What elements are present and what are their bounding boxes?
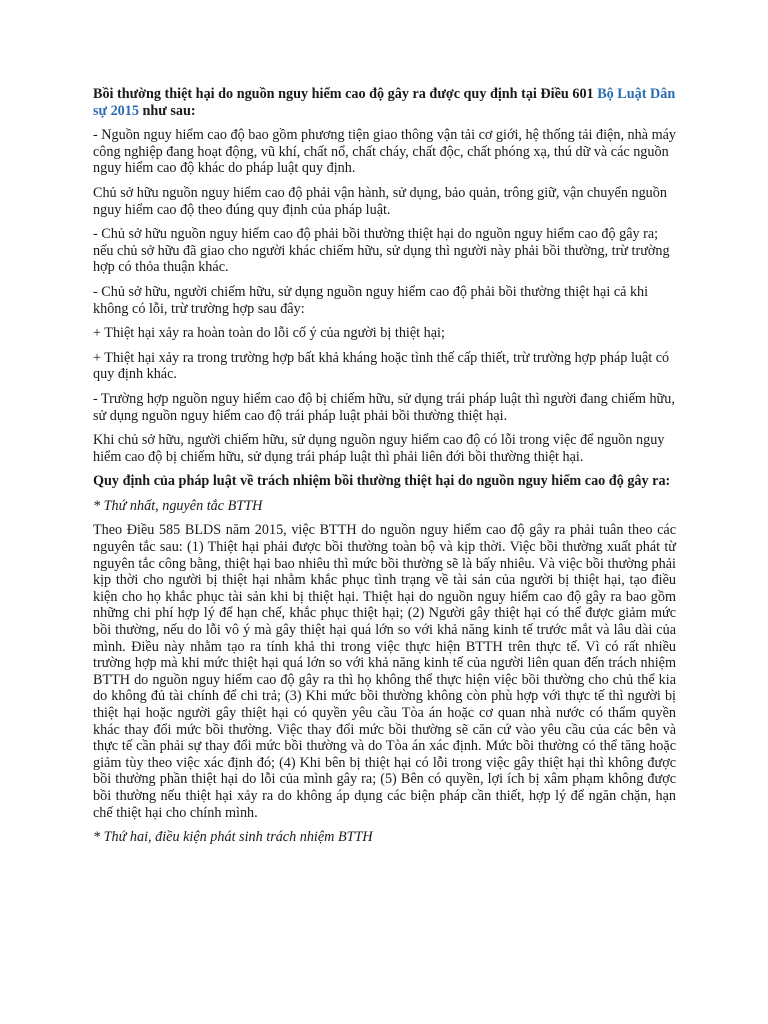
- paragraph-exception-force-majeure: + Thiệt hại xảy ra trong trường hợp bất khả kháng hoặc tình thế cấp thiết, trừ trường hợp pháp luật có quy định khác.: [93, 349, 670, 383]
- paragraph-owner-duties: Chủ sở hữu nguồn nguy hiểm cao độ phải vận hành, sử dụng, bảo quản, trông giữ, vận chuyển nguồn nguy hiểm cao độ theo đúng quy định của pháp luật.: [93, 184, 667, 218]
- section-heading-article-601: [93, 86, 676, 119]
- paragraph-exception-intent: + Thiệt hại xảy ra hoàn toàn do lỗi cố ý của người bị thiệt hại;: [93, 325, 445, 342]
- document-page: [93, 86, 676, 854]
- paragraph-principles-detail: Theo Điều 585 BLDS năm 2015, việc BTTH do nguồn nguy hiểm cao độ gây ra phải tuân theo các nguyên tắc sau: (1) Thiệt hại phải được bồi thường toàn bộ và kịp thời. Việc bồi thường xuất phát từ nguyên tắc công bằng, thiệt hại bao nhiêu thì mức bồi thường sẽ là bấy nhiêu. Và việc bồi thường phải kịp thời cho người bị thiệt hại nhằm khắc phục tình trạng về tài sản của người bị thiệt hại, tạo điều kiện cho họ khắc phục tài sản khi bị thiệt hại. Thiệt hại do nguồn nguy hiểm cao độ gây ra bao gồm những chi phí hợp lý để hạn chế, khắc phục thiệt hại; (2) Người gây thiệt hại có thể được giảm mức bồi thường, nếu do lỗi vô ý mà gây thiệt hại quá lớn so với khả năng kinh tế trước mắt và lâu dài của mình. Điều này nhằm tạo ra tính khả thi trong việc thực hiện BTTH trên thực tế. Vì có rất nhiều trường hợp mà khi mức thiệt hại quá lớn so với khả năng kinh tế của người liên quan đến trách nhiệm BTTH do nguồn nguy hiểm cao độ gây ra thì họ không thể thực hiện việc bồi thường cho chủ thể kia do không đủ tài chính để chi trả; (3) Khi mức bồi thường không còn phù hợp với thực tế thì người bị thiệt hại hoặc người gây thiệt hại có quyền yêu cầu Tòa án hoặc cơ quan nhà nước có thẩm quyền khác thay đổi mức bồi thường. Việc thay đổi mức bồi thường sẽ căn cứ vào yêu cầu của các bên và thực tế cần phải sự thay đổi mức bồi thường và do Tòa án xác định. Mức bồi thường có thể tăng hoặc giảm tùy theo việc xác định đó; (4) Khi bên bị thiệt hại có lỗi trong việc gây thiệt hại thì không được bồi thường phần thiệt hại do lỗi của mình gây ra; (5) Bên có quyền, lợi ích bị xâm phạm không được bồi thường nếu thiệt hại xảy ra do không áp dụng các biện pháp cần thiết, hợp lý để ngăn chặn, hạn chế thiệt hại cho chính mình.: [93, 522, 676, 821]
- paragraph-joint-liability: Khi chủ sở hữu, người chiếm hữu, sử dụng nguồn nguy hiểm cao độ có lỗi trong việc để nguồn nguy hiểm cao độ bị chiếm hữu, sử dụng trái pháp luật thì phải liên đới bồi thường thiệt hại.: [93, 432, 665, 465]
- heading-text-end: như sau:: [138, 102, 196, 119]
- paragraph-dangerous-sources-definition: - Nguồn nguy hiểm cao độ bao gồm phương tiện giao thông vận tải cơ giới, hệ thống tải điện, nhà máy công nghiệp đang hoạt động, vũ khí, chất nổ, chất cháy, chất độc, chất phóng xạ, thú dữ và các nguồn nguy hiểm cao độ khác do pháp luật quy định.: [93, 127, 677, 177]
- paragraph-illegal-possession: - Trường hợp nguồn nguy hiểm cao độ bị chiếm hữu, sử dụng trái pháp luật thì người đang chiếm hữu, sử dụng nguồn nguy hiểm cao độ trái pháp luật phải bồi thường thiệt hại.: [93, 390, 675, 424]
- subheading-principles: * Thứ nhất, nguyên tắc BTTH: [93, 497, 263, 514]
- paragraph-no-fault-liability: - Chủ sở hữu, người chiếm hữu, sử dụng nguồn nguy hiểm cao độ phải bồi thường thiệt hại cả khi không có lỗi, trừ trường hợp sau đây:: [93, 283, 649, 317]
- heading-text: Bồi thường thiệt hại do nguồn nguy hiểm cao độ gây ra được quy định tại Điều 601: [93, 86, 598, 102]
- civil-code-2015-link[interactable]: Bộ Luật Dân sự 2015: [93, 86, 676, 119]
- section-heading-legal-provisions: Quy định của pháp luật về trách nhiệm bồi thường thiệt hại do nguồn nguy hiểm cao độ gây ra:: [93, 473, 671, 490]
- paragraph-owner-liability: - Chủ sở hữu nguồn nguy hiểm cao độ phải bồi thường thiệt hại do nguồn nguy hiểm cao độ gây ra; nếu chủ sở hữu đã giao cho người khác chiếm hữu, sử dụng thì người này phải bồi thường, trừ trường hợp có thỏa thuận khác.: [93, 226, 670, 276]
- subheading-conditions: * Thứ hai, điều kiện phát sinh trách nhiệm BTTH: [93, 829, 373, 846]
